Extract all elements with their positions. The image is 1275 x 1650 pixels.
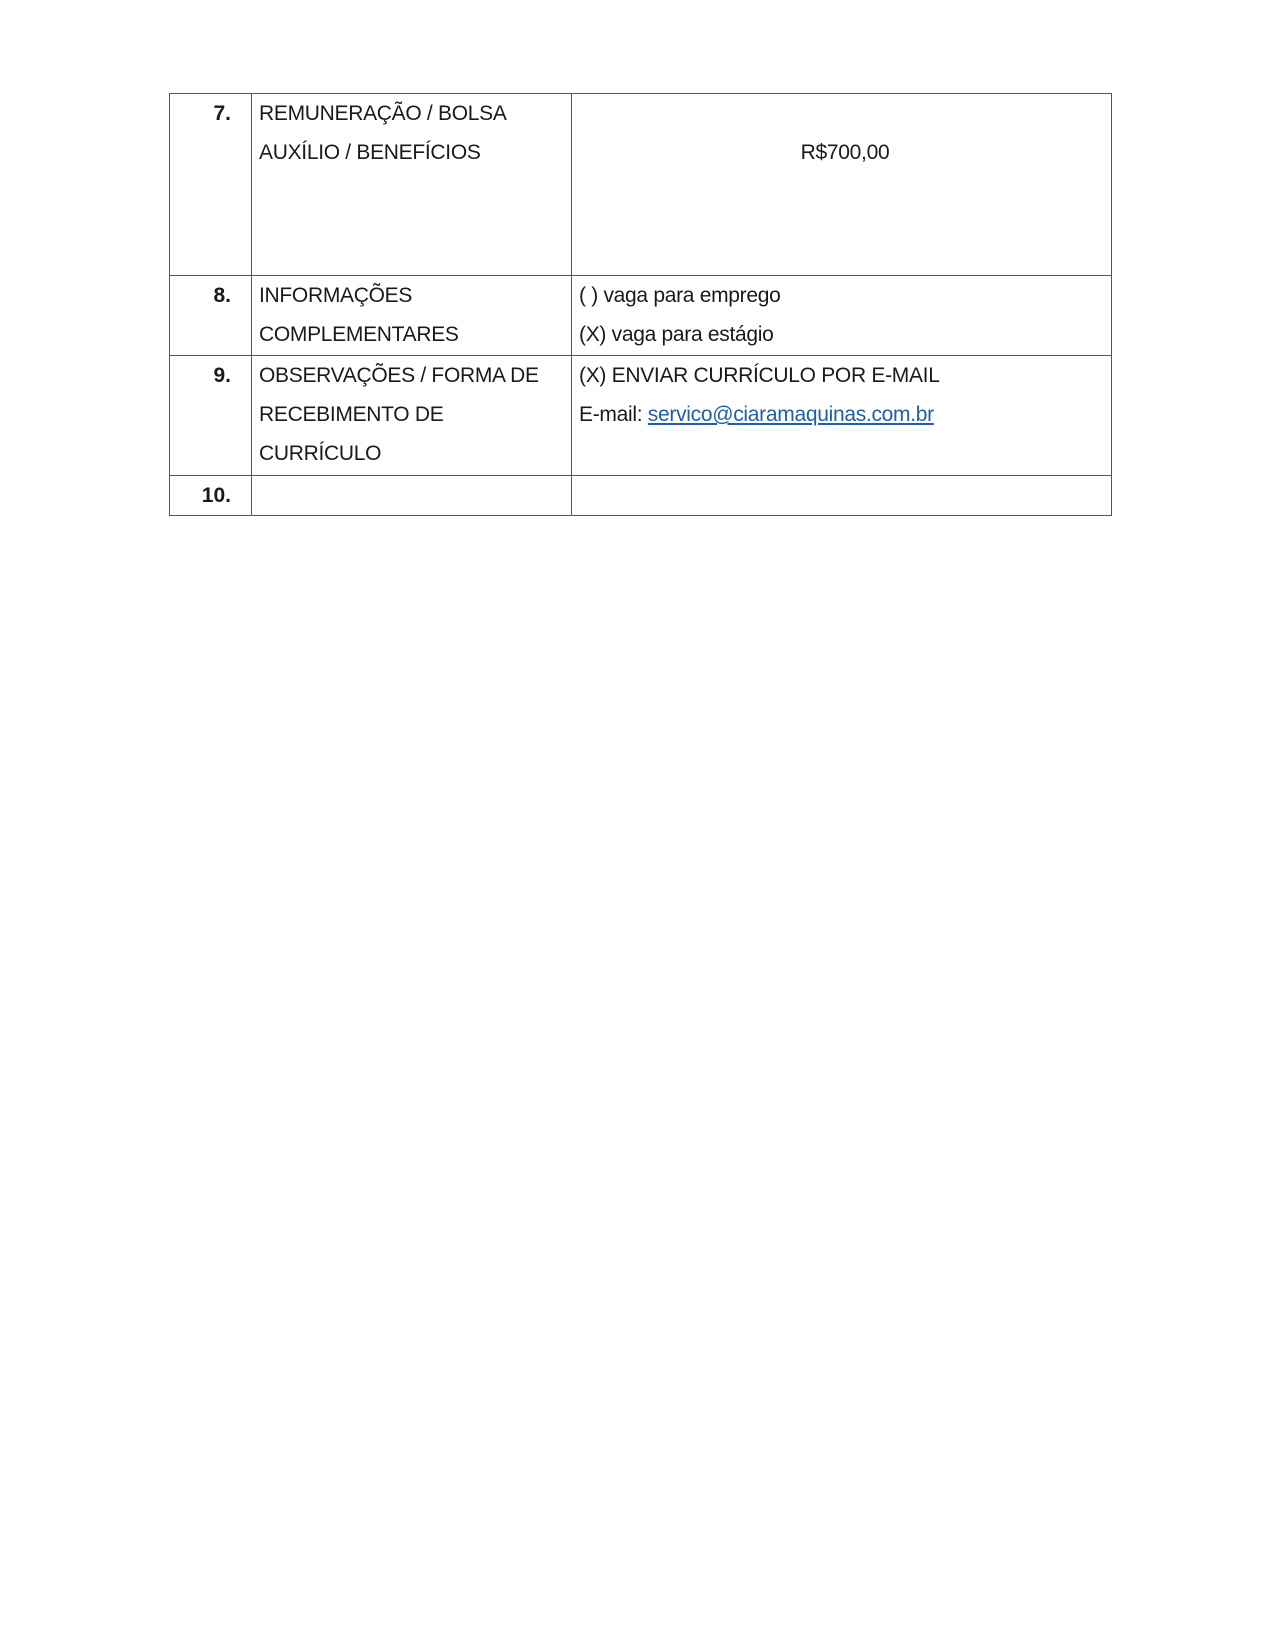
email-line <box>579 395 1111 434</box>
row-label <box>252 356 572 476</box>
row-label-line: REMUNERAÇÃO / BOLSA <box>259 102 507 125</box>
email-label: E-mail: <box>579 403 643 426</box>
row-number: 10. <box>170 476 252 516</box>
row-number: 9. <box>170 356 252 476</box>
option-emprego: ( ) vaga para emprego <box>579 284 781 307</box>
table-row-informacoes <box>170 276 1112 356</box>
row-label <box>252 94 572 276</box>
row-label <box>252 276 572 356</box>
table-row-observacoes <box>170 356 1112 476</box>
send-cv-option: (X) ENVIAR CURRÍCULO POR E-MAIL <box>579 364 940 387</box>
row-label-empty <box>252 476 572 516</box>
row-number: 8. <box>170 276 252 356</box>
row-label-line: INFORMAÇÕES <box>259 284 413 307</box>
row-value-empty <box>572 476 1112 516</box>
row-label-line: COMPLEMENTARES <box>259 323 459 346</box>
row-number: 7. <box>170 94 252 276</box>
row-value-remuneracao: R$700,00 <box>572 94 1112 276</box>
job-info-table <box>169 93 1112 516</box>
row-label-line: RECEBIMENTO DE CURRÍCULO <box>259 403 444 465</box>
row-value-observacoes <box>572 356 1112 476</box>
email-link[interactable]: servico@ciaramaquinas.com.br <box>647 403 934 426</box>
option-estagio: (X) vaga para estágio <box>579 323 774 346</box>
row-value-informacoes <box>572 276 1112 356</box>
table-row-remuneracao <box>170 94 1112 276</box>
row-label-line: AUXÍLIO / BENEFÍCIOS <box>259 141 481 164</box>
row-label-line: OBSERVAÇÕES / FORMA DE <box>259 364 539 387</box>
table-row-empty <box>170 476 1112 516</box>
